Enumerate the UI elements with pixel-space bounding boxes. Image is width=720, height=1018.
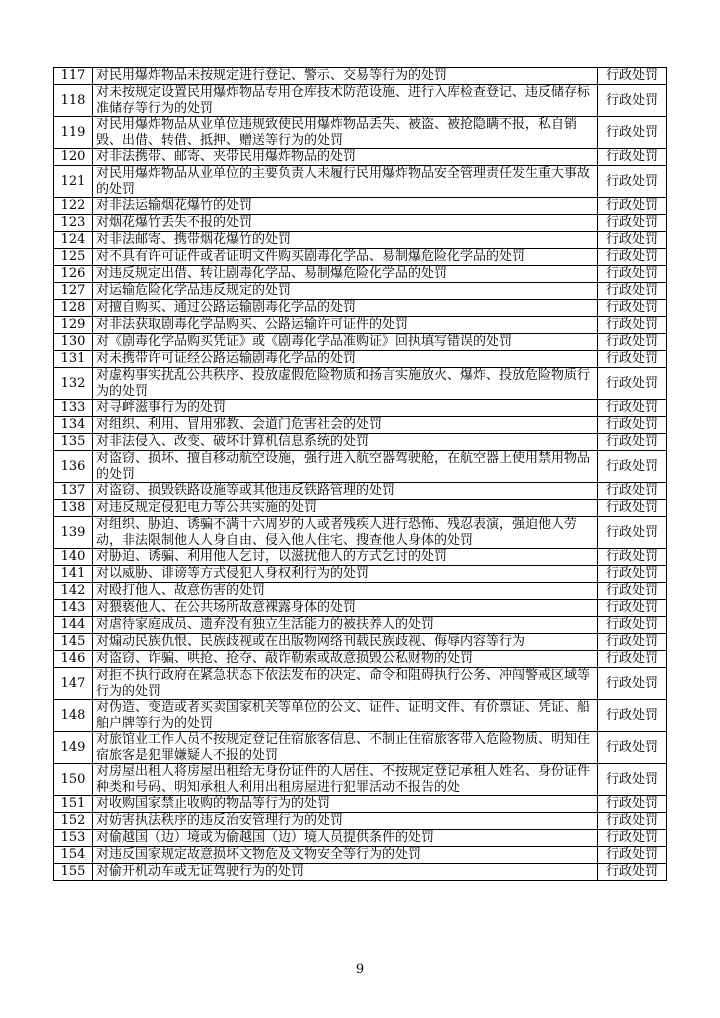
row-description: 对旅馆业工作人员不按规定登记住宿旅客信息、不制止住宿旅客带入危险物质、明知住宿旅客是犯罪嫌疑人不报的处罚 xyxy=(93,732,598,764)
row-number: 140 xyxy=(54,549,93,566)
row-number: 127 xyxy=(54,283,93,300)
row-number: 128 xyxy=(54,300,93,317)
row-description: 对妨害执法秩序的违反治安管理行为的处罚 xyxy=(93,813,598,830)
row-category: 行政处罚 xyxy=(598,417,667,434)
row-number: 151 xyxy=(54,796,93,813)
row-category: 行政处罚 xyxy=(598,232,667,249)
table-row xyxy=(54,198,667,215)
row-category: 行政处罚 xyxy=(598,651,667,668)
row-category: 行政处罚 xyxy=(598,249,667,266)
row-category: 行政处罚 xyxy=(598,166,667,198)
row-description: 对违反规定侵犯电力等公共实施的处罚 xyxy=(93,500,598,517)
table-row xyxy=(54,117,667,149)
row-description: 对违反规定出借、转让剧毒化学品、易制爆危险化学品的处罚 xyxy=(93,266,598,283)
row-number: 118 xyxy=(54,85,93,117)
table-row xyxy=(54,549,667,566)
row-category: 行政处罚 xyxy=(598,483,667,500)
table-row xyxy=(54,149,667,166)
row-category: 行政处罚 xyxy=(598,634,667,651)
row-number: 143 xyxy=(54,600,93,617)
row-number: 154 xyxy=(54,847,93,864)
row-description: 对盗窃、损毁铁路设施等或其他违反铁路管理的处罚 xyxy=(93,483,598,500)
row-number: 117 xyxy=(54,68,93,85)
row-category: 行政处罚 xyxy=(598,796,667,813)
row-category: 行政处罚 xyxy=(598,400,667,417)
row-description: 对违反国家规定故意损坏文物危及文物安全等行为的处罚 xyxy=(93,847,598,864)
row-description: 对偷越国（边）境或为偷越国（边）境人员提供条件的处罚 xyxy=(93,830,598,847)
row-description: 对运输危险化学品违反规定的处罚 xyxy=(93,283,598,300)
row-category: 行政处罚 xyxy=(598,198,667,215)
row-category: 行政处罚 xyxy=(598,813,667,830)
row-description: 对以威胁、诽谤等方式侵犯人身权利行为的处罚 xyxy=(93,566,598,583)
row-description: 对民用爆炸物品未按规定进行登记、警示、交易等行为的处罚 xyxy=(93,68,598,85)
row-description: 对不具有许可证件或者证明文件购买剧毒化学品、易制爆危险化学品的处罚 xyxy=(93,249,598,266)
row-description: 对非法侵入、改变、破坏计算机信息系统的处罚 xyxy=(93,434,598,451)
page-number: 9 xyxy=(355,962,365,977)
row-category: 行政处罚 xyxy=(598,847,667,864)
row-number: 152 xyxy=(54,813,93,830)
row-description: 对拒不执行政府在紧急状态下依法发布的决定、命令和阻碍执行公务、冲闯警戒区域等行为的处罚 xyxy=(93,668,598,700)
row-category: 行政处罚 xyxy=(598,351,667,368)
row-number: 136 xyxy=(54,451,93,483)
row-number: 141 xyxy=(54,566,93,583)
row-category: 行政处罚 xyxy=(598,600,667,617)
table-row xyxy=(54,68,667,85)
row-description: 对猥亵他人、在公共场所故意裸露身体的处罚 xyxy=(93,600,598,617)
table-row xyxy=(54,166,667,198)
row-number: 139 xyxy=(54,517,93,549)
row-category: 行政处罚 xyxy=(598,266,667,283)
table-row xyxy=(54,249,667,266)
table-row xyxy=(54,651,667,668)
row-number: 126 xyxy=(54,266,93,283)
row-category: 行政处罚 xyxy=(598,517,667,549)
row-number: 134 xyxy=(54,417,93,434)
row-number: 130 xyxy=(54,334,93,351)
row-number: 137 xyxy=(54,483,93,500)
row-number: 150 xyxy=(54,764,93,796)
row-number: 147 xyxy=(54,668,93,700)
row-category: 行政处罚 xyxy=(598,68,667,85)
row-description: 对非法运输烟花爆竹的处罚 xyxy=(93,198,598,215)
row-number: 131 xyxy=(54,351,93,368)
table-row xyxy=(54,583,667,600)
row-category: 行政处罚 xyxy=(598,451,667,483)
row-description: 对未携带许可证经公路运输剧毒化学品的处罚 xyxy=(93,351,598,368)
row-category: 行政处罚 xyxy=(598,830,667,847)
row-number: 129 xyxy=(54,317,93,334)
row-category: 行政处罚 xyxy=(598,500,667,517)
row-number: 121 xyxy=(54,166,93,198)
row-number: 120 xyxy=(54,149,93,166)
table-row xyxy=(54,813,667,830)
row-number: 153 xyxy=(54,830,93,847)
table-row xyxy=(54,517,667,549)
table-row xyxy=(54,317,667,334)
row-description: 对擅自购买、通过公路运输剧毒化学品的处罚 xyxy=(93,300,598,317)
row-description: 对虐待家庭成员、遗弃没有独立生活能力的被扶养人的处罚 xyxy=(93,617,598,634)
row-number: 123 xyxy=(54,215,93,232)
table-row xyxy=(54,732,667,764)
table-row xyxy=(54,500,667,517)
row-description: 对未按规定设置民用爆炸物品专用仓库技术防范设施、进行入库检查登记、违反储存标准储存等行为的处罚 xyxy=(93,85,598,117)
table-row xyxy=(54,796,667,813)
row-category: 行政处罚 xyxy=(598,764,667,796)
table-row xyxy=(54,566,667,583)
table-row xyxy=(54,600,667,617)
row-number: 119 xyxy=(54,117,93,149)
table-row xyxy=(54,847,667,864)
row-number: 135 xyxy=(54,434,93,451)
row-category: 行政处罚 xyxy=(598,864,667,881)
table-row xyxy=(54,85,667,117)
row-description: 对收购国家禁止收购的物品等行为的处罚 xyxy=(93,796,598,813)
row-category: 行政处罚 xyxy=(598,434,667,451)
row-number: 145 xyxy=(54,634,93,651)
table-row xyxy=(54,351,667,368)
row-description: 对寻衅滋事行为的处罚 xyxy=(93,400,598,417)
table-row xyxy=(54,283,667,300)
row-category: 行政处罚 xyxy=(598,549,667,566)
row-category: 行政处罚 xyxy=(598,368,667,400)
row-category: 行政处罚 xyxy=(598,317,667,334)
row-description: 对殴打他人、故意伤害的处罚 xyxy=(93,583,598,600)
row-number: 155 xyxy=(54,864,93,881)
row-number: 149 xyxy=(54,732,93,764)
row-category: 行政处罚 xyxy=(598,617,667,634)
row-category: 行政处罚 xyxy=(598,668,667,700)
row-description: 对伪造、变造或者买卖国家机关等单位的公文、证件、证明文件、有价票证、凭证、船舶户牌等行为的处罚 xyxy=(93,700,598,732)
table-row xyxy=(54,300,667,317)
row-number: 144 xyxy=(54,617,93,634)
row-description: 对胁迫、诱骗、利用他人乞讨，以滋扰他人的方式乞讨的处罚 xyxy=(93,549,598,566)
row-description: 对盗窃、损坏、擅自移动航空设施，强行进入航空器驾驶舱，在航空器上使用禁用物品的处罚 xyxy=(93,451,598,483)
row-number: 124 xyxy=(54,232,93,249)
row-number: 148 xyxy=(54,700,93,732)
row-category: 行政处罚 xyxy=(598,300,667,317)
row-category: 行政处罚 xyxy=(598,583,667,600)
row-description: 对组织、利用、冒用邪教、会道门危害社会的处罚 xyxy=(93,417,598,434)
table-row xyxy=(54,451,667,483)
row-number: 125 xyxy=(54,249,93,266)
table-row xyxy=(54,417,667,434)
row-category: 行政处罚 xyxy=(598,700,667,732)
row-category: 行政处罚 xyxy=(598,334,667,351)
row-description: 对非法携带、邮寄、夹带民用爆炸物品的处罚 xyxy=(93,149,598,166)
row-description: 对民用爆炸物品从业单位的主要负责人未履行民用爆炸物品安全管理责任发生重大事故的处罚 xyxy=(93,166,598,198)
row-description: 对盗窃、诈骗、哄抢、抢夺、敲诈勒索或故意损毁公私财物的处罚 xyxy=(93,651,598,668)
table-row xyxy=(54,368,667,400)
row-description: 对组织、胁迫、诱骗不满十六周岁的人或者残疾人进行恐怖、残忍表演，强迫他人劳动，非法限制他人人身自由、侵入他人住宅、搜查他人身体的处罚 xyxy=(93,517,598,549)
row-category: 行政处罚 xyxy=(598,283,667,300)
table-row xyxy=(54,830,667,847)
row-description: 对非法获取剧毒化学品购买、公路运输许可证件的处罚 xyxy=(93,317,598,334)
table-row xyxy=(54,334,667,351)
row-description: 对烟花爆竹丢失不报的处罚 xyxy=(93,215,598,232)
row-description: 对偷开机动车或无证驾驶行为的处罚 xyxy=(93,864,598,881)
table-row xyxy=(54,483,667,500)
row-number: 122 xyxy=(54,198,93,215)
row-number: 132 xyxy=(54,368,93,400)
table-row xyxy=(54,764,667,796)
row-number: 138 xyxy=(54,500,93,517)
row-category: 行政处罚 xyxy=(598,566,667,583)
penalty-table xyxy=(53,67,667,881)
row-number: 146 xyxy=(54,651,93,668)
row-description: 对非法邮寄、携带烟花爆竹的处罚 xyxy=(93,232,598,249)
table-row xyxy=(54,634,667,651)
row-description: 对民用爆炸物品从业单位违规致使民用爆炸物品丢失、被盗、被抢隐瞒不报，私自销毁、出借、转借、抵押、赠送等行为的处罚 xyxy=(93,117,598,149)
table-row xyxy=(54,215,667,232)
row-description: 对煽动民族仇恨、民族歧视或在出版物网络刊载民族歧视、侮辱内容等行为 xyxy=(93,634,598,651)
table-row xyxy=(54,434,667,451)
table-row xyxy=(54,668,667,700)
table-row xyxy=(54,266,667,283)
table-body xyxy=(54,68,667,881)
row-category: 行政处罚 xyxy=(598,149,667,166)
table-row xyxy=(54,617,667,634)
row-category: 行政处罚 xyxy=(598,732,667,764)
table-row xyxy=(54,232,667,249)
row-number: 142 xyxy=(54,583,93,600)
row-number: 133 xyxy=(54,400,93,417)
table-row xyxy=(54,864,667,881)
table-row xyxy=(54,700,667,732)
row-category: 行政处罚 xyxy=(598,215,667,232)
row-description: 对虚构事实扰乱公共秩序、投放虚假危险物质和扬言实施放火、爆炸、投放危险物质行为的处罚 xyxy=(93,368,598,400)
row-category: 行政处罚 xyxy=(598,85,667,117)
row-category: 行政处罚 xyxy=(598,117,667,149)
table-row xyxy=(54,400,667,417)
row-description: 对房屋出租人将房屋出租给无身份证件的人居住、不按规定登记承租人姓名、身份证件种类和号码、明知承租人利用出租房屋进行犯罪活动不报告的处 xyxy=(93,764,598,796)
row-description: 对《剧毒化学品购买凭证》或《剧毒化学品准购证》回执填写错误的处罚 xyxy=(93,334,598,351)
